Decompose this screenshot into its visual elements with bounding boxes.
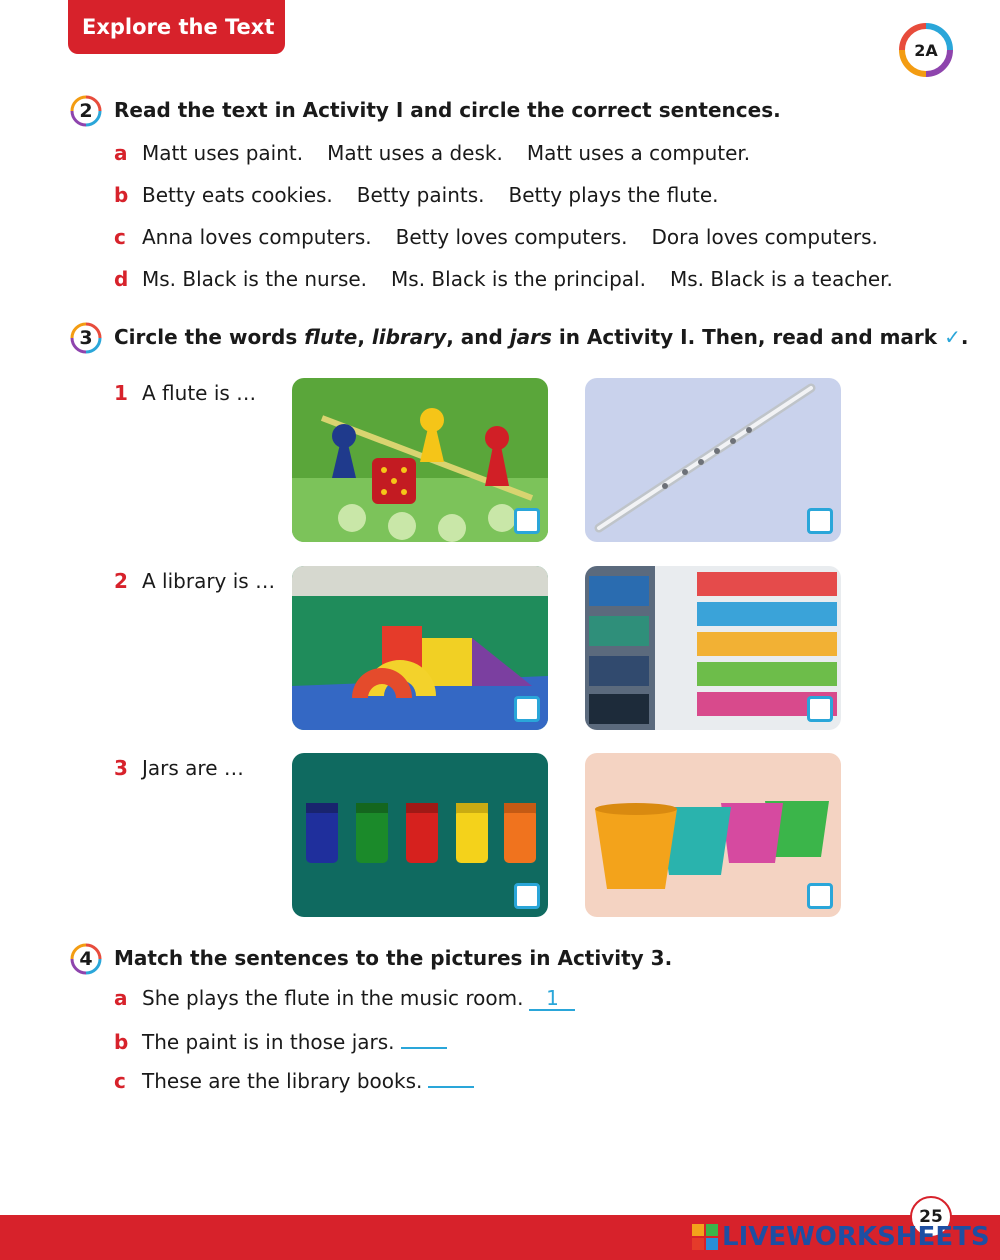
sentence-option[interactable]: Ms. Black is the principal. <box>391 267 646 291</box>
answer-checkbox[interactable] <box>514 883 540 909</box>
board-game-image <box>292 378 548 542</box>
activity-3-item-1-label: 1 A flute is … <box>114 381 257 405</box>
watermark-text: LIVEWORKSHEETS <box>722 1222 990 1252</box>
sentence-option[interactable]: Betty loves computers. <box>395 225 628 249</box>
sentence-option[interactable]: Betty paints. <box>356 183 485 207</box>
unit-badge <box>898 22 954 78</box>
watermark <box>692 1218 990 1256</box>
sentence-option[interactable]: Dora loves computers. <box>651 225 878 249</box>
activity-2-item-d: d Ms. Black is the nurse. Ms. Black is the principal. Ms. Black is a teacher. <box>114 267 893 291</box>
library-image <box>585 566 841 730</box>
activity-3-instruction: Circle the words flute, library, and jars in Activity I. Then, read and mark ✓. <box>114 325 969 349</box>
answer-blank[interactable] <box>428 1064 474 1088</box>
flute-image <box>585 378 841 542</box>
section-tab <box>68 0 285 54</box>
answer-checkbox[interactable] <box>807 883 833 909</box>
playroom-image <box>292 566 548 730</box>
activity-2-instruction: Read the text in Activity I and circle the correct sentences. <box>114 98 781 122</box>
activity-3-item-2-label: 2 A library is … <box>114 569 276 593</box>
answer-blank[interactable]: 1 <box>529 987 575 1011</box>
activity-2-item-b: b Betty eats cookies. Betty paints. Betty plays the flute. <box>114 183 719 207</box>
paint-jars-image <box>292 753 548 917</box>
sentence-option[interactable]: Anna loves computers. <box>142 225 372 249</box>
activity-2-item-a: a Matt uses paint. Matt uses a desk. Matt uses a computer. <box>114 141 751 165</box>
activity-4-item-a: a She plays the flute in the music room. 1 <box>114 986 575 1011</box>
answer-checkbox[interactable] <box>514 508 540 534</box>
activity-3-number: 3 <box>70 322 102 354</box>
buckets-image <box>585 753 841 917</box>
activity-4-number: 4 <box>70 943 102 975</box>
unit-badge-label: 2A <box>914 40 938 60</box>
answer-checkbox[interactable] <box>807 696 833 722</box>
activity-3-item-3-label: 3 Jars are … <box>114 756 244 780</box>
sentence-option[interactable]: Betty eats cookies. <box>142 183 333 207</box>
activity-4-item-b: b The paint is in those jars. <box>114 1025 447 1054</box>
answer-blank[interactable] <box>401 1025 447 1049</box>
page-number: 25 <box>910 1196 952 1238</box>
sentence-option[interactable]: Betty plays the flute. <box>508 183 719 207</box>
sentence-option[interactable]: Matt uses paint. <box>142 141 304 165</box>
activity-4-item-c: c These are the library books. <box>114 1064 474 1093</box>
sentence-option[interactable]: Matt uses a desk. <box>327 141 503 165</box>
answer-checkbox[interactable] <box>807 508 833 534</box>
activity-4-instruction: Match the sentences to the pictures in Activity 3. <box>114 946 673 970</box>
answer-checkbox[interactable] <box>514 696 540 722</box>
activity-2-number: 2 <box>70 95 102 127</box>
sentence-option[interactable]: Matt uses a computer. <box>526 141 751 165</box>
sentence-option[interactable]: Ms. Black is a teacher. <box>669 267 893 291</box>
activity-2-item-c: c Anna loves computers. Betty loves computers. Dora loves computers. <box>114 225 878 249</box>
sentence-option[interactable]: Ms. Black is the nurse. <box>142 267 368 291</box>
section-tab-title: Explore the Text <box>82 15 275 39</box>
liveworksheets-logo-icon <box>692 1224 718 1250</box>
check-mark-icon: ✓ <box>944 325 961 349</box>
